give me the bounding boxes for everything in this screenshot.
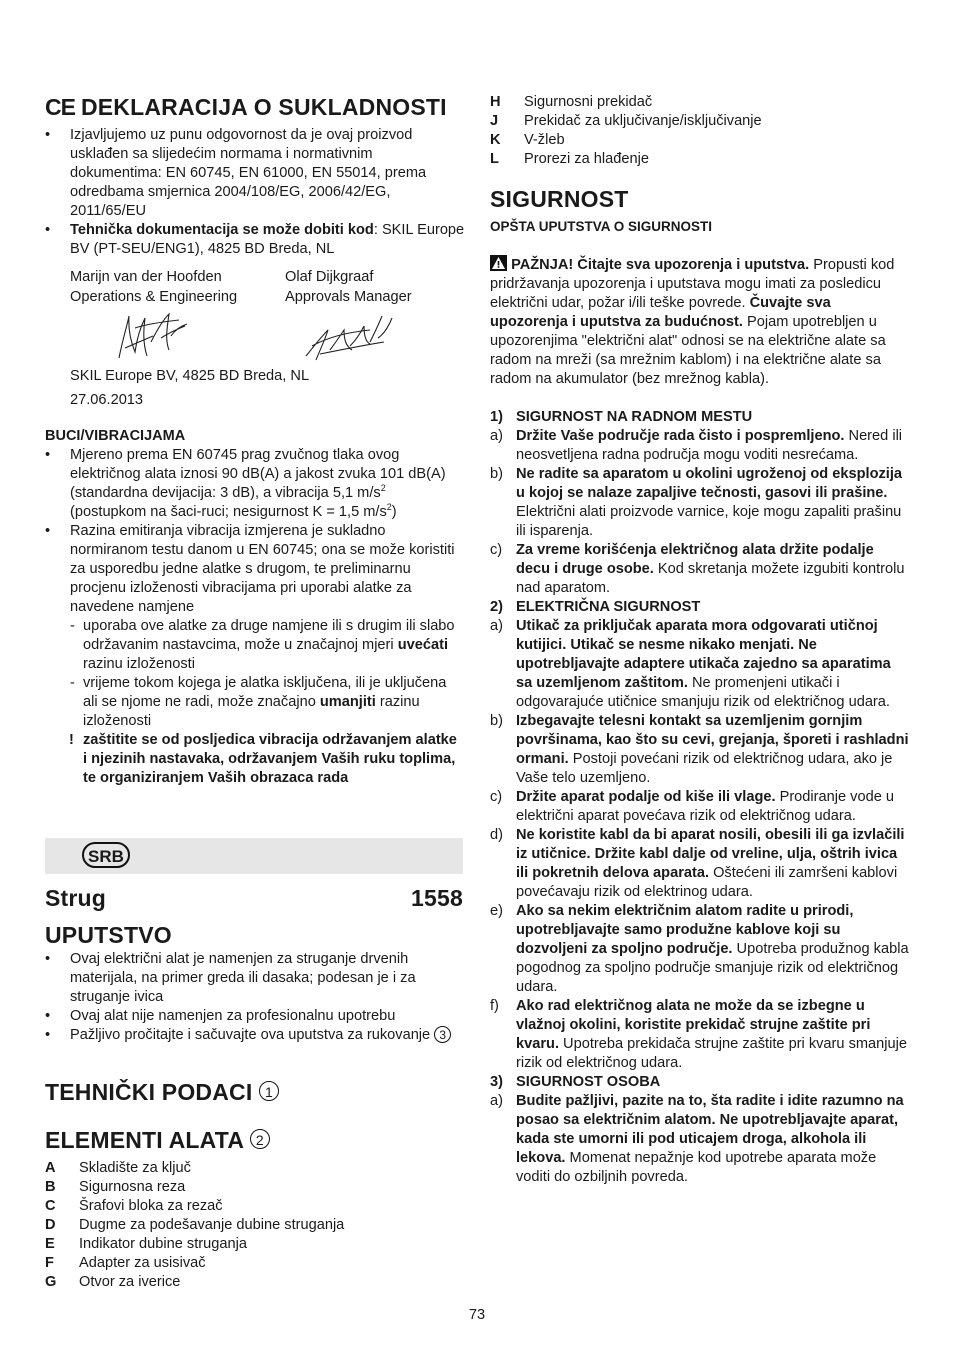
safety-section-1-heading: 1) SIGURNOST NA RADNOM MESTU bbox=[490, 409, 753, 425]
safety-title: SIGURNOST bbox=[490, 186, 629, 212]
signatory-1-name: Marijn van der Hoofden bbox=[70, 269, 222, 285]
safety-item: a) Držite Vaše područje rada čisto i pospremljeno. Nered ili neosvetljena radna područja mogu voditi nesrećama. bbox=[490, 428, 903, 463]
elements-list-left bbox=[45, 1159, 465, 1292]
element-item: A Skladište za ključ bbox=[45, 1160, 191, 1176]
noise-warning: ! zaštitite se od posljedica vibracija održavanjem alatke i njezinih nastavaka, održavanjem Vaših ruku toplima, te organiziranjem Vaših obrazaca rada bbox=[69, 732, 457, 786]
element-item: C Šrafovi bloka za rezač bbox=[45, 1198, 223, 1214]
warning-triangle-icon bbox=[490, 255, 507, 271]
element-item: G Otvor za iverice bbox=[45, 1274, 181, 1290]
declaration-date: 27.06.2013 bbox=[70, 392, 144, 408]
element-item: D Dugme za podešavanje dubine struganja bbox=[45, 1217, 345, 1233]
company-address: SKIL Europe BV, 4825 BD Breda, NL bbox=[70, 368, 310, 384]
element-item: F Adapter za usisivač bbox=[45, 1255, 206, 1271]
signatory-2-role: Approvals Manager bbox=[285, 289, 412, 305]
element-item: B Sigurnosna reza bbox=[45, 1179, 186, 1195]
noise-section bbox=[45, 427, 465, 788]
noise-heading: BUCI/VIBRACIJAMA bbox=[45, 428, 186, 444]
element-item: H Sigurnosni prekidač bbox=[490, 94, 653, 110]
safety-item: b) Izbegavajte telesni kontakt sa uzemljenim gornjim površinama, kao što su cevi, grejanja, šporeti i rashladni ormani. Postoji povećani rizik od električnog udara, ako je Vaše telo uzemljeno. bbox=[490, 713, 909, 786]
safety-section bbox=[490, 186, 910, 1187]
safety-item: d) Ne koristite kabl da bi aparat nosili, obesili ili ga izvlačili iz utičnice. Držite kabl dalje od vreline, ulja, oštrih ivica ili pokretnih delova aparata. Oštećeni ili zamršeni kablovi povećavaju rizik od elektrinog udara. bbox=[490, 827, 905, 900]
product-number: 1558 bbox=[411, 885, 463, 911]
noise-dash-1: - uporaba ove alatke za druge namjene ili s drugim ili slabo održavanim nastavcima, može u značajnoj mjeri uvećati razinu izloženosti bbox=[70, 618, 455, 672]
figure-ref-2: 2 bbox=[250, 1129, 270, 1149]
language-band bbox=[45, 838, 463, 874]
signatory-2-name: Olaf Dijkgraaf bbox=[285, 269, 374, 285]
ce-mark: CE bbox=[45, 94, 75, 120]
declaration-bullet-2: • Tehnička dokumentacija se može dobiti kod: SKIL Europe BV (PT-SEU/ENG1), 4825 BD Breda, NL bbox=[45, 221, 465, 259]
manual-bullet-1: • Ovaj električni alat je namenjen za struganje drvenih materijala, na primer greda ili dasaka; podesan je i za struganje ivica bbox=[45, 950, 465, 1007]
manual-list bbox=[45, 950, 465, 1045]
exclamation-icon: ! bbox=[69, 732, 74, 748]
safety-intro: PAŽNJA! Čitajte sva upozorenja i uputstva. Propusti kod pridržavanja upozorenja i uputstava mogu imati za posledicu električni udar, požar i/ili teške povrede. Čuvajte sva upozorenja i uputstva za budućnost. Pojam upotrebljen u upozorenjima "električni alat" odnosi se na električne alate sa radom na mreži (sa mrežnim kablom) i na električne alate sa radom na akumulator (bez mrežnog kabla). bbox=[490, 257, 895, 387]
signatory-1 bbox=[70, 267, 237, 307]
signatory-1-role: Operations & Engineering bbox=[70, 289, 238, 305]
declaration-bullet-1: • Izjavljujemo uz punu odgovornost da je ovaj proizvod usklađen sa slijedećim normama i normativnim dokumentima: EN 60745, EN 61000, EN 55014, prema odredbama smjernica 2004/108/EG, 2006/42/EG, 2011/65/EU bbox=[45, 126, 465, 221]
product-header bbox=[45, 885, 463, 911]
safety-item: a) Budite pažljivi, pazite na to, šta radite i idite razumno na posao sa električnim alatom. Ne upotrebljavajte aparat, kada ste umorni ili pod uticajem droga, alkohola ili lekova. Momenat nepažnje kod upotrebe aparata može voditi do ozbiljnih povreda. bbox=[490, 1093, 904, 1185]
declaration-list bbox=[45, 126, 465, 259]
figure-ref-3: 3 bbox=[434, 1026, 451, 1043]
safety-item: a) Utikač za priključak aparata mora odgovarati utičnoj kutijici. Utikač se nesme nikako menjati. Ne upotrebljavajte adaptere utikača zajedno sa aparatima sa uzemljenom zaštitom. Ne promenjeni utikači i odgovarajuće utičnice smanjuju rizik od električnog udara. bbox=[490, 618, 891, 710]
manual-title: UPUTSTVO bbox=[45, 922, 172, 948]
safety-subtitle: OPŠTA UPUTSTVA O SIGURNOSTI bbox=[490, 219, 713, 234]
noise-list bbox=[45, 446, 465, 617]
manual-bullet-2: • Ovaj alat nije namenjen za profesionalnu upotrebu bbox=[45, 1007, 465, 1026]
element-item: E Indikator dubine struganja bbox=[45, 1236, 247, 1252]
manual-bullet-3: • Pažljivo pročitajte i sačuvajte ova uputstva za rukovanje 3 bbox=[45, 1026, 465, 1045]
element-item: L Prorezi za hlađenje bbox=[490, 151, 649, 167]
declaration-title: DEKLARACIJA O SUKLADNOSTI bbox=[80, 94, 447, 120]
noise-bullet-2: • Razina emitiranja vibracija izmjerena je sukladno normiranom testu danom u EN 60745; ona se može koristiti za usporedbu jedne alatke s drugom, te preliminarnu procjenu izloženosti vibracijama pri uporabi alatke za navedene namjene bbox=[45, 522, 465, 617]
figure-ref-1: 1 bbox=[259, 1081, 279, 1101]
signature-1-image bbox=[113, 308, 193, 364]
element-item: J Prekidač za uključivanje/isključivanje bbox=[490, 113, 762, 129]
elements-heading bbox=[45, 1127, 465, 1153]
signatory-2 bbox=[285, 267, 412, 307]
signature-2-image bbox=[300, 306, 400, 366]
noise-dash-2: - vrijeme tokom kojega je alatka isključena, ili je uključena ali se njome ne radi, može značajno umanjiti razinu izloženosti bbox=[70, 675, 447, 729]
safety-item: c) Držite aparat podalje od kiše ili vlage. Prodiranje vode u električni aparat povećava rizik od električnog udara. bbox=[490, 789, 894, 824]
manual-section bbox=[45, 922, 465, 1045]
safety-item: f) Ako rad električnog alata ne može da se izbegne u vlažnoj okolini, koristite prekidač strujne zaštite pri kvaru. Upotreba prekidača strujne zaštite pri kvaru smanjuje rizik od električnog udara. bbox=[490, 998, 907, 1071]
safety-item: c) Za vreme korišćenja električnog alata držite podalje decu i druge osobe. Kod skretanja možete izgubiti kontrolu nad aparatom. bbox=[490, 542, 905, 596]
product-name: Strug bbox=[45, 885, 107, 911]
noise-bullet-1: • Mjereno prema EN 60745 prag zvučnog tlaka ovog električnog alata iznosi 90 dB(A) a jakost zvuka 101 dB(A) (standardna devijacija: 3 dB), a vibracija 5,1 $m/s^2$ (postupkom na šaci-ruci; nesigurnost K = 1,5 $m/s^2$) bbox=[45, 446, 465, 522]
safety-item: e) Ako sa nekim električnim alatom radite u prirodi, upotrebljavajte samo produžne kablove koji su dozvoljeni za spoljno područje. Upotreba produžnog kabla pogodnog za spoljno područje smanjuje rizik od električnog udara. bbox=[490, 903, 909, 995]
tech-title: TEHNIČKI PODACI bbox=[45, 1079, 253, 1105]
elements-list-right bbox=[490, 93, 910, 169]
declaration-heading bbox=[45, 94, 465, 120]
language-badge: SRB bbox=[82, 842, 130, 868]
tech-heading bbox=[45, 1079, 465, 1105]
element-item: K V-žleb bbox=[490, 132, 565, 148]
safety-section-3-heading: 3) SIGURNOST OSOBA bbox=[490, 1074, 661, 1090]
safety-item: b) Ne radite sa aparatom u okolini ugroženoj od eksplozija u kojoj se nalaze zapaljive tečnosti, gasovi ili prašine. Električni alati proizvode varnice, koje mogu zapaliti prašinu ili isparenja. bbox=[490, 466, 903, 539]
elements-title: ELEMENTI ALATA bbox=[45, 1127, 244, 1153]
page-number: 73 bbox=[468, 1307, 486, 1323]
safety-section-2-heading: 2) ELEKTRIČNA SIGURNOST bbox=[490, 599, 701, 615]
